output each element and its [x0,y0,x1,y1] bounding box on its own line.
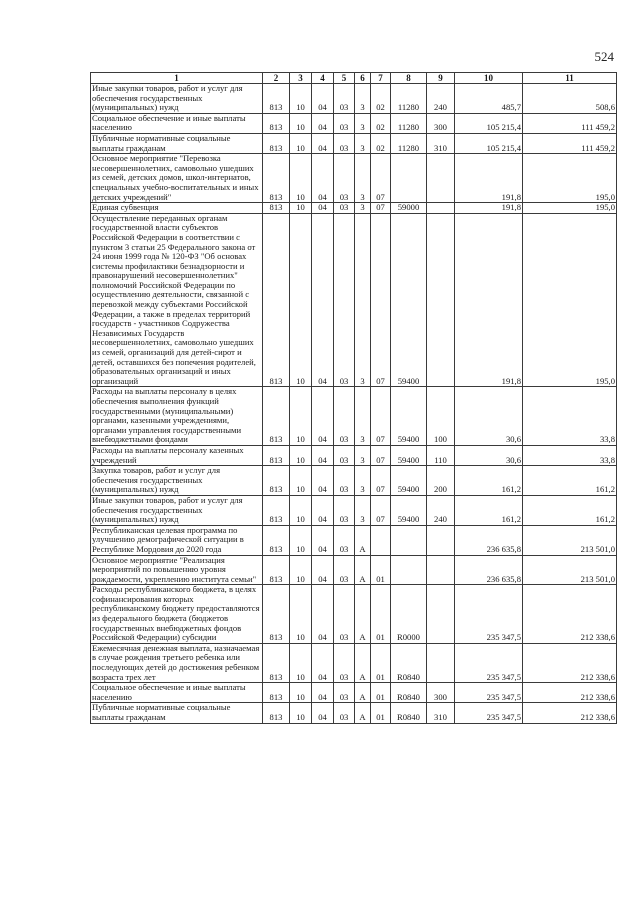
col-8: 59400 [391,466,427,496]
table-row [91,445,617,465]
col-10-amount: 30,6 [455,445,523,465]
col-6: 3 [355,387,371,446]
col-5: 03 [334,113,355,133]
col-10-amount: 30,6 [455,387,523,446]
col-5: 03 [334,154,355,203]
col-2: 813 [263,585,290,644]
col-11-amount: 111 459,2 [523,133,617,153]
table-row [91,466,617,496]
col-4: 04 [312,203,334,214]
col-4: 04 [312,495,334,525]
col-7: 01 [371,643,391,682]
row-name: Иные закупки товаров, работ и услуг для обеспечения государственных (муниципальных) нужд [91,495,263,525]
col-6: 3 [355,154,371,203]
table-row [91,133,617,153]
col-3: 10 [290,703,312,723]
col-5: 03 [334,213,355,387]
col-5: 03 [334,703,355,723]
col-10-amount: 191,8 [455,154,523,203]
col-7: 07 [371,213,391,387]
col-6: 3 [355,213,371,387]
column-header-8: 8 [391,73,427,84]
col-8 [391,525,427,555]
col-2: 813 [263,703,290,723]
table-row [91,154,617,203]
col-8: 11280 [391,133,427,153]
col-6: А [355,555,371,585]
col-11-amount: 33,8 [523,387,617,446]
col-6: 3 [355,203,371,214]
col-7 [371,525,391,555]
table-row [91,683,617,703]
col-3: 10 [290,525,312,555]
col-3: 10 [290,466,312,496]
col-8: R0840 [391,703,427,723]
col-9: 310 [427,703,455,723]
col-9 [427,213,455,387]
col-2: 813 [263,203,290,214]
col-7: 02 [371,113,391,133]
col-6: А [355,703,371,723]
col-9 [427,203,455,214]
col-10-amount: 161,2 [455,495,523,525]
col-11-amount: 195,0 [523,154,617,203]
col-2: 813 [263,555,290,585]
col-6: А [355,525,371,555]
col-7: 07 [371,154,391,203]
col-5: 03 [334,555,355,585]
column-header-3: 3 [290,73,312,84]
page-number: 524 [594,49,614,64]
col-5: 03 [334,133,355,153]
col-5: 03 [334,203,355,214]
col-9 [427,643,455,682]
col-3: 10 [290,683,312,703]
col-5: 03 [334,525,355,555]
table-row [91,387,617,446]
col-5: 03 [334,495,355,525]
col-8: 59400 [391,387,427,446]
col-9 [427,154,455,203]
col-3: 10 [290,585,312,644]
col-2: 813 [263,445,290,465]
col-11-amount: 508,6 [523,84,617,114]
col-11-amount: 213 501,0 [523,525,617,555]
col-8 [391,154,427,203]
table-row [91,525,617,555]
row-name: Расходы на выплаты персоналу казенных учреждений [91,445,263,465]
col-3: 10 [290,113,312,133]
col-10-amount: 485,7 [455,84,523,114]
col-5: 03 [334,84,355,114]
col-4: 04 [312,585,334,644]
col-7: 07 [371,466,391,496]
col-2: 813 [263,84,290,114]
col-10-amount: 235 347,5 [455,643,523,682]
col-7: 07 [371,387,391,446]
col-9: 310 [427,133,455,153]
col-5: 03 [334,585,355,644]
column-header-5: 5 [334,73,355,84]
col-8: 59400 [391,213,427,387]
col-9 [427,555,455,585]
col-2: 813 [263,683,290,703]
col-4: 04 [312,113,334,133]
table-row [91,203,617,214]
col-4: 04 [312,445,334,465]
col-7: 01 [371,555,391,585]
col-10-amount: 105 215,4 [455,113,523,133]
col-6: 3 [355,84,371,114]
col-3: 10 [290,643,312,682]
col-5: 03 [334,445,355,465]
col-8: 59000 [391,203,427,214]
column-header-9: 9 [427,73,455,84]
column-header-6: 6 [355,73,371,84]
col-2: 813 [263,154,290,203]
col-2: 813 [263,133,290,153]
col-9: 100 [427,387,455,446]
col-3: 10 [290,133,312,153]
col-3: 10 [290,445,312,465]
col-10-amount: 235 347,5 [455,585,523,644]
column-header-10: 10 [455,73,523,84]
col-4: 04 [312,387,334,446]
col-11-amount: 195,0 [523,213,617,387]
col-7: 07 [371,445,391,465]
header-row [91,73,617,84]
col-10-amount: 191,8 [455,203,523,214]
col-11-amount: 212 338,6 [523,703,617,723]
col-7: 07 [371,203,391,214]
col-7: 01 [371,683,391,703]
col-7: 01 [371,703,391,723]
budget-table [90,72,617,724]
table-row [91,213,617,387]
col-3: 10 [290,495,312,525]
col-11-amount: 33,8 [523,445,617,465]
row-name: Публичные нормативные социальные выплаты гражданам [91,703,263,723]
row-name: Публичные нормативные социальные выплаты гражданам [91,133,263,153]
column-header-2: 2 [263,73,290,84]
col-4: 04 [312,643,334,682]
table-row [91,113,617,133]
row-name: Основное мероприятие "Реализация мероприятий по повышению уровня рождаемости, укреплению института семьи" [91,555,263,585]
col-6: А [355,643,371,682]
col-6: 3 [355,466,371,496]
col-10-amount: 235 347,5 [455,703,523,723]
col-3: 10 [290,387,312,446]
col-10-amount: 161,2 [455,466,523,496]
row-name: Социальное обеспечение и иные выплаты населению [91,113,263,133]
col-3: 10 [290,555,312,585]
col-8: 11280 [391,113,427,133]
col-9: 300 [427,113,455,133]
col-11-amount: 212 338,6 [523,585,617,644]
col-11-amount: 111 459,2 [523,113,617,133]
col-2: 813 [263,113,290,133]
col-9: 110 [427,445,455,465]
col-6: 3 [355,445,371,465]
col-4: 04 [312,525,334,555]
row-name: Осуществление переданных органам государственной власти субъектов Российской Федерации в соответствии с пунктом 3 статьи 25 Федерального закона от 24 июня 1999 года № 120-ФЗ "Об основах системы профилактики безнадзорности и правонарушений несовершеннолетних" полномочий Российской Федерации по осуществлению деятельности, связанной с перевозкой между субъектами Российской Федерации, а также в пределах территорий государств - участников Содружества Независимых Государств несовершеннолетних, самовольно ушедших из семей, организаций для детей-сирот и детей, оставшихся без попечения родителей, образовательных организаций и иных организаций [91,213,263,387]
col-9: 240 [427,495,455,525]
col-5: 03 [334,466,355,496]
col-10-amount: 235 347,5 [455,683,523,703]
col-2: 813 [263,525,290,555]
row-name: Ежемесячная денежная выплата, назначаемая в случае рождения третьего ребенка или последующих детей до достижения ребенком возраста трех лет [91,643,263,682]
col-4: 04 [312,703,334,723]
column-header-1: 1 [91,73,263,84]
col-6: 3 [355,113,371,133]
col-6: А [355,585,371,644]
column-header-7: 7 [371,73,391,84]
col-4: 04 [312,84,334,114]
col-3: 10 [290,213,312,387]
col-11-amount: 212 338,6 [523,683,617,703]
col-3: 10 [290,84,312,114]
col-6: А [355,683,371,703]
row-name: Республиканская целевая программа по улучшению демографической ситуации в Республике Мордовия до 2020 года [91,525,263,555]
table-row [91,495,617,525]
col-11-amount: 212 338,6 [523,643,617,682]
col-7: 07 [371,495,391,525]
col-8: R0840 [391,683,427,703]
col-9 [427,585,455,644]
table-row [91,84,617,114]
col-11-amount: 195,0 [523,203,617,214]
col-2: 813 [263,387,290,446]
col-11-amount: 213 501,0 [523,555,617,585]
col-10-amount: 236 635,8 [455,525,523,555]
table-row [91,643,617,682]
col-3: 10 [290,203,312,214]
row-name: Расходы республиканского бюджета, в целях софинансирования которых республиканскому бюджету предоставляются из федерального бюджета (бюджетов государственных внебюджетных фондов Российской Федерации) субсидии [91,585,263,644]
col-5: 03 [334,683,355,703]
col-9: 240 [427,84,455,114]
table-row [91,555,617,585]
row-name: Закупка товаров, работ и услуг для обеспечения государственных (муниципальных) нужд [91,466,263,496]
col-4: 04 [312,555,334,585]
row-name: Социальное обеспечение и иные выплаты населению [91,683,263,703]
column-header-11: 11 [523,73,617,84]
col-8 [391,555,427,585]
table-row [91,703,617,723]
col-9 [427,525,455,555]
col-4: 04 [312,154,334,203]
row-name: Единая субвенция [91,203,263,214]
col-4: 04 [312,133,334,153]
col-9: 300 [427,683,455,703]
col-4: 04 [312,213,334,387]
col-5: 03 [334,387,355,446]
col-8: 11280 [391,84,427,114]
col-6: 3 [355,133,371,153]
col-8: R0840 [391,643,427,682]
row-name: Основное мероприятие "Перевозка несовершеннолетних, самовольно ушедших из семей, детских домов, школ-интернатов, специальных учебно-воспитательных и иных детских учреждений" [91,154,263,203]
col-2: 813 [263,643,290,682]
col-10-amount: 236 635,8 [455,555,523,585]
column-header-4: 4 [312,73,334,84]
col-2: 813 [263,495,290,525]
col-6: 3 [355,495,371,525]
row-name: Иные закупки товаров, работ и услуг для обеспечения государственных (муниципальных) нужд [91,84,263,114]
col-9: 200 [427,466,455,496]
col-2: 813 [263,213,290,387]
col-4: 04 [312,683,334,703]
col-4: 04 [312,466,334,496]
col-8: 59400 [391,495,427,525]
table-row [91,585,617,644]
col-11-amount: 161,2 [523,495,617,525]
col-7: 02 [371,133,391,153]
col-7: 02 [371,84,391,114]
col-11-amount: 161,2 [523,466,617,496]
col-5: 03 [334,643,355,682]
col-10-amount: 105 215,4 [455,133,523,153]
col-8: 59400 [391,445,427,465]
col-2: 813 [263,466,290,496]
row-name: Расходы на выплаты персоналу в целях обеспечения выполнения функций государственными (муниципальными) органами, казенными учреждениями, органами управления государственными внебюджетными фондами [91,387,263,446]
col-3: 10 [290,154,312,203]
col-7: 01 [371,585,391,644]
col-8: R0000 [391,585,427,644]
col-10-amount: 191,8 [455,213,523,387]
